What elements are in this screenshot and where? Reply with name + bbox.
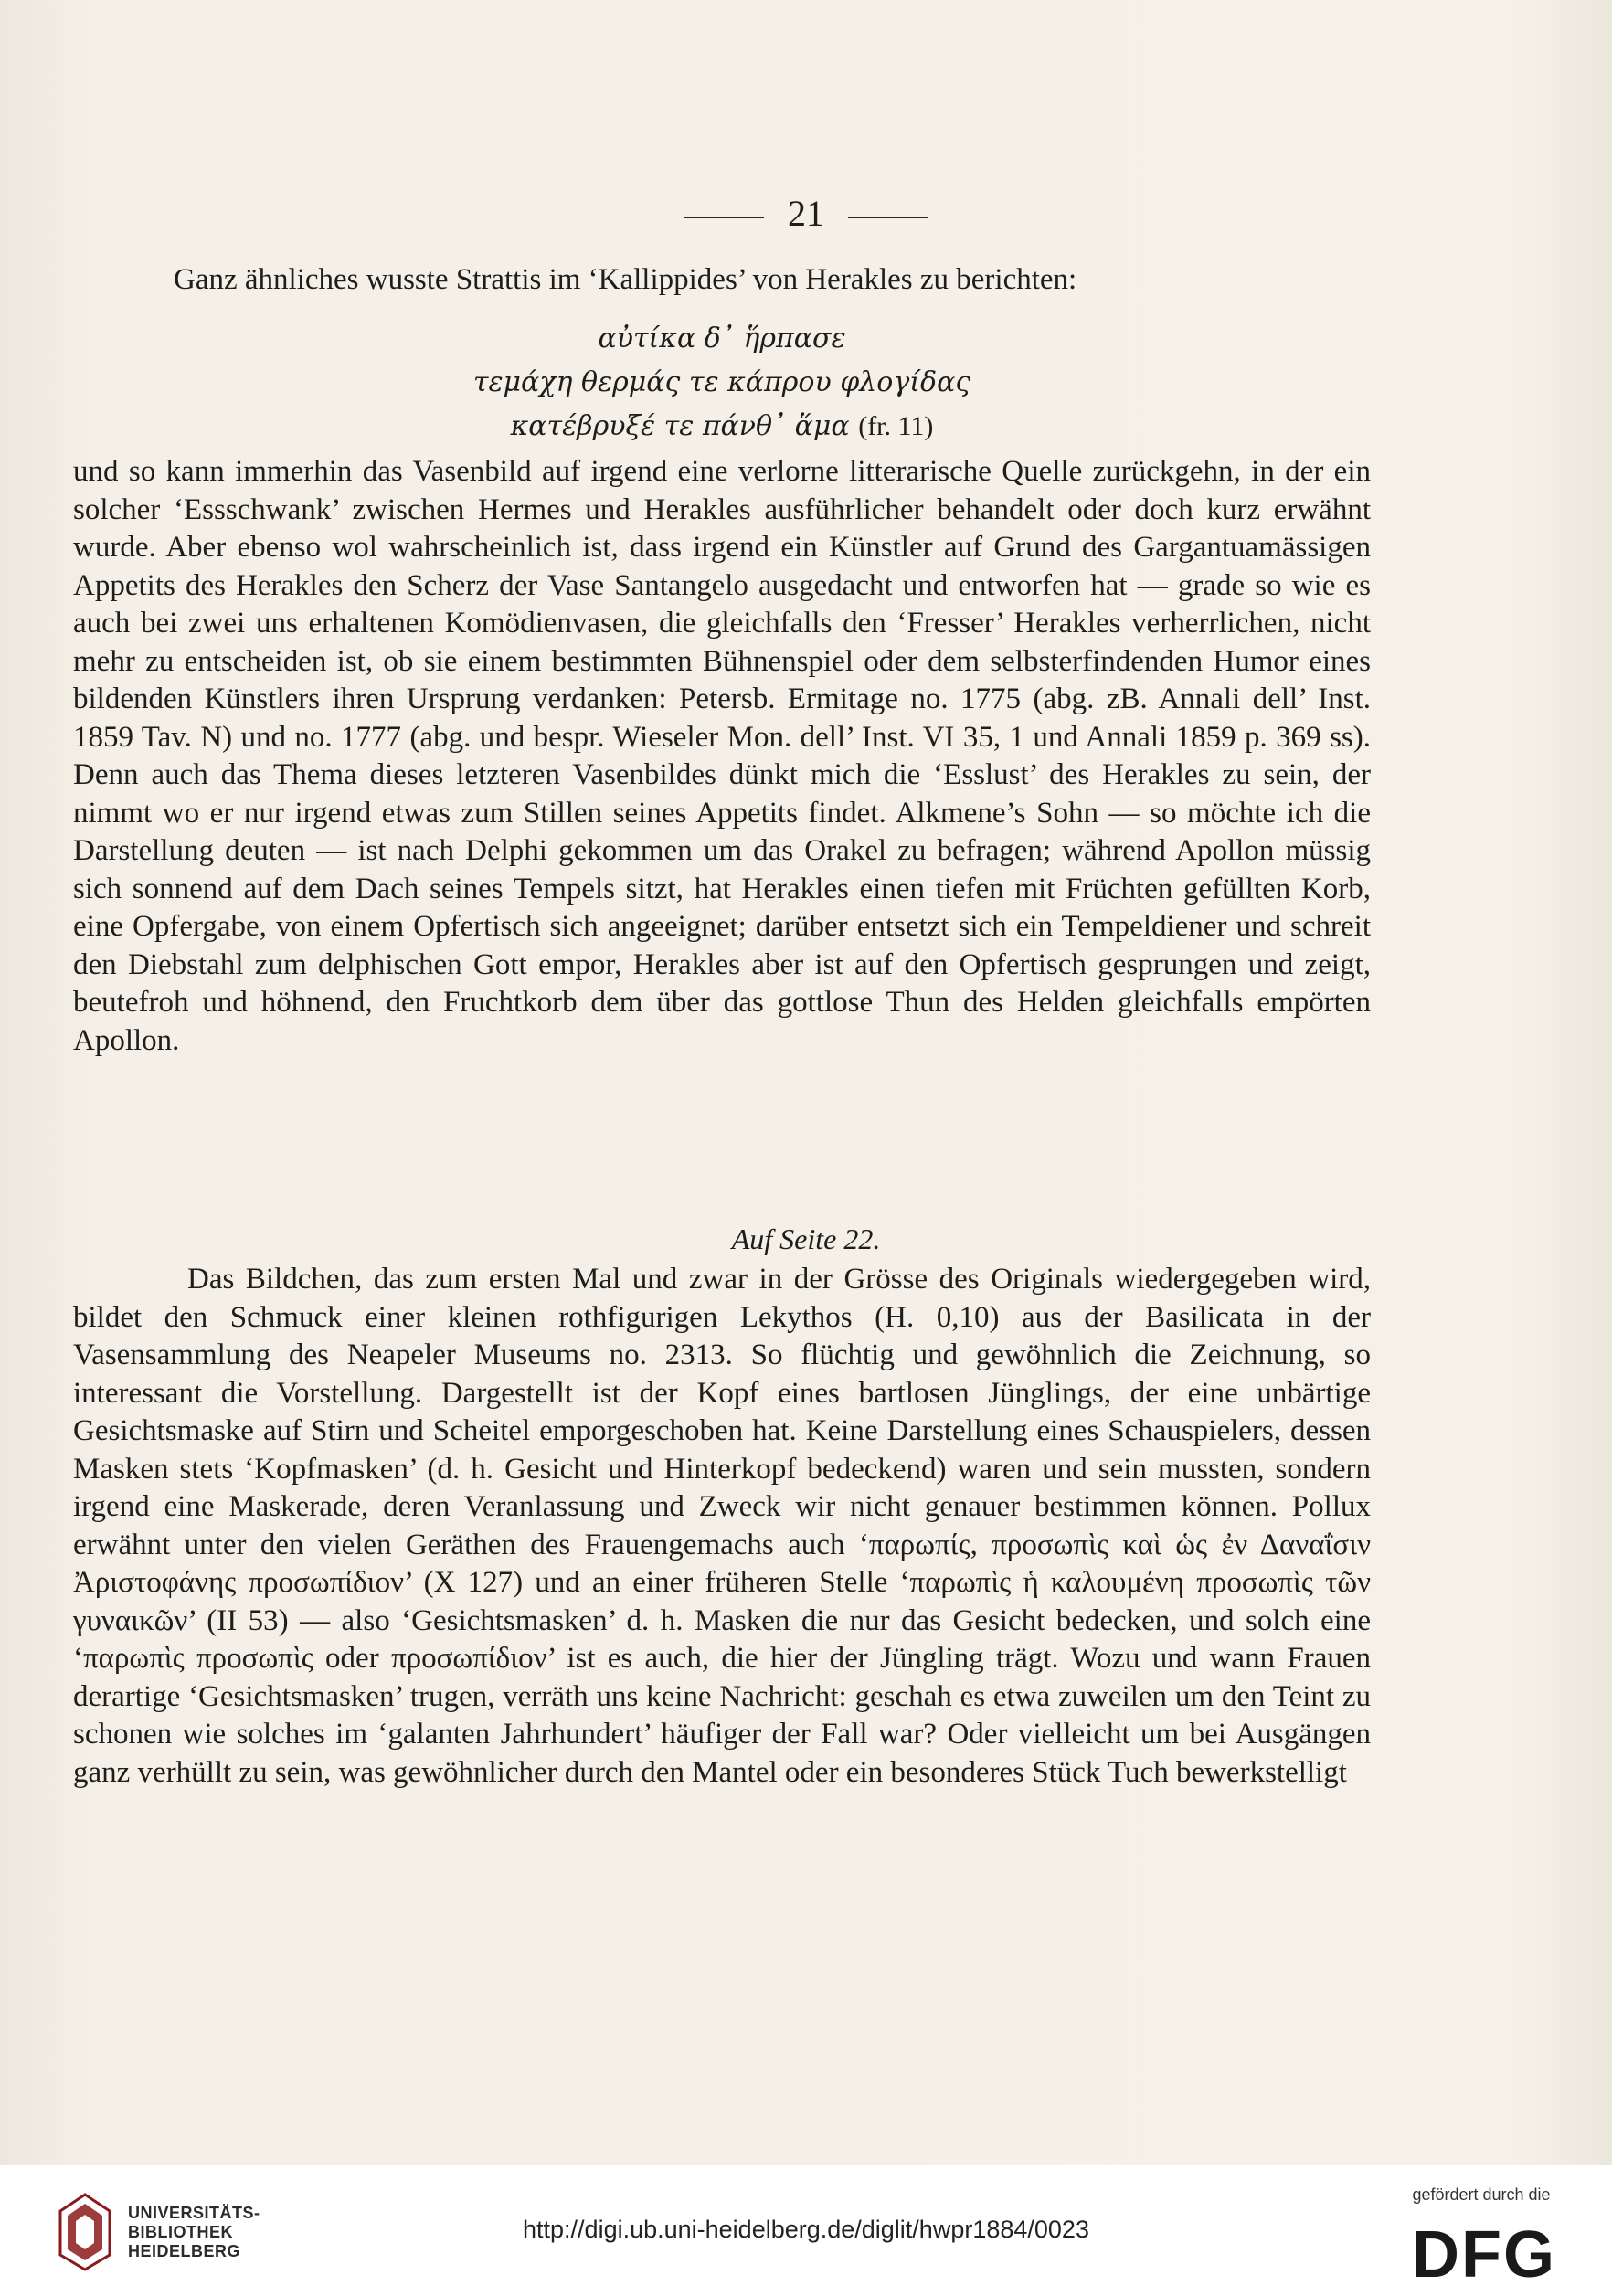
verse-line-3-text: κατέβρυξέ τε πάνθ᾽ ἅμα <box>510 410 850 442</box>
greek-verse <box>0 317 1444 449</box>
page-number-text: 21 <box>788 193 824 234</box>
footer-bar <box>0 2165 1612 2296</box>
dfg-logo <box>1393 2220 1575 2284</box>
institution-line-1: UNIVERSITÄTS- <box>128 2204 260 2222</box>
page-number-dash-left <box>684 217 764 218</box>
institution-line-3: HEIDELBERG <box>128 2242 241 2260</box>
section-heading: Auf Seite 22. <box>731 1222 881 1255</box>
dfg-logo-text: DFG <box>1412 2220 1556 2284</box>
paragraph-2: Das Bildchen, das zum ersten Mal und zwar in der Grösse des Originals wiedergegeben wird, bildet den Schmuck einer kleinen rothfigurigen Lekythos (H. 0,10) aus der Basilicata in der Vasensammlung des Neapeler Museums no. 2313. So flüchtig und gewöhnlich die Zeichnung, so interessant die Vorstellung. Dargestellt ist der Kopf eines bartlosen Jünglings, der eine unbärtige Gesichtsmaske auf Stirn und Scheitel emporgeschoben hat. Keine Darstellung eines Schauspielers, dessen Masken stets ‘Kopfmasken’ (d. h. Gesicht und Hinterkopf bedeckend) waren und sein mussten, sondern irgend eine Maskerade, deren Veranlassung und Zweck wir nicht genauer bestimmen können. Pollux erwähnt unter den vielen Geräthen des Frauengemachs auch ‘παρωπίς, προσωπὶς καὶ ὡς ἐν Δαναΐσιν Ἀριστοφάνης προσωπίδιον’ (X 127) und an einer früheren Stelle ‘παρωπὶς ἡ καλουμένη προσωπὶς τῶν γυναικῶν’ (II 53) — also ‘Gesichtsmasken’ d. h. Masken die nur das Gesicht bedecken, und solch eine ‘παρωπὶς προσωπὶς oder προσωπίδιον’ ist es auch, die hier der Jüngling trägt. Wozu und wann Frauen derartige ‘Gesichtsmasken’ trugen, verräth uns keine Nachricht: geschah es etwa zuweilen um den Teint zu schonen wie solches im ‘galanten Jahrhundert’ häufiger der Fall war? Oder vielleicht um bei Ausgängen ganz verhüllt zu sein, was gewöhnlicher durch den Mantel oder ein besonderes Stück Tuch bewerkstelligt <box>73 1263 1371 1789</box>
verse-line-2: τεμάχη θερμάς τε κάπρου φλογίδας <box>472 366 971 398</box>
verse-line-3 <box>0 405 1444 449</box>
intro-line: Ganz ähnliches wusste Strattis im ‘Kallippides’ von Herakles zu berichten: <box>174 263 1077 296</box>
institution-line-2: BIBLIOTHEK <box>128 2223 233 2241</box>
document-url[interactable]: http://digi.ub.uni-heidelberg.de/diglit/hwpr1884/0023 <box>523 2216 1089 2243</box>
verse-reference: (fr. 11) <box>858 411 934 441</box>
page-number-dash-right <box>848 217 928 218</box>
verse-line-1: αὐτίκα δ᾽ ἥρπασε <box>598 323 846 354</box>
page-number <box>0 192 1612 235</box>
sponsor-text: gefördert durch die <box>1412 2185 1551 2204</box>
paragraph-1: und so kann immerhin das Vasenbild auf irgend eine verlorne litterarische Quelle zurückgehn, in der ein solcher ‘Essschwank’ zwischen Hermes und Herakles ausführlicher behandelt oder doch kurz erwähnt wurde. Aber ebenso wol wahrscheinlich ist, dass irgend ein Künstler auf Grund des Gargantuamässigen Appetits des Herakles den Scherz der Vase Santangelo ausgedacht und entworfen hat — grade so wie es auch bei zwei uns erhaltenen Komödienvasen, die gleichfalls den ‘Fresser’ Herakles verherrlichen, nicht mehr zu entscheiden ist, ob sie einem bestimmten Bühnenspiel oder dem selbsterfindenden Humor eines bildenden Künstlers ihren Ursprung verdanken: Petersb. Ermitage no. 1775 (abg. zB. Annali dell’ Inst. 1859 Tav. N) und no. 1777 (abg. und bespr. Wieseler Mon. dell’ Inst. VI 35, 1 und Annali 1859 p. 369 ss). Denn auch das Thema dieses letzteren Vasenbildes dünkt mich die ‘Esslust’ des Herakles zu sein, der nimmt wo er nur irgend etwas zum Stillen seines Appetits findet. Alkmene’s Sohn — so möchte ich die Darstellung deuten — ist nach Delphi gekommen um das Orakel zu befragen; während Apollon müssig sich sonnend auf dem Dach seines Tempels sitzt, hat Herakles einen tiefen mit Früchten gefüllten Korb, eine Opfergabe, von einem Opfertisch sich angeeignet; darüber entsetzt sich ein Tempeldiener und schreit den Diebstahl zum delphischen Gott empor, Herakles aber ist auf den Opfertisch gesprungen und zeigt, beutefroh und höhnend, den Fruchtkorb dem über das gottlose Thun des Helden gleichfalls empörten Apollon. <box>73 455 1371 1057</box>
